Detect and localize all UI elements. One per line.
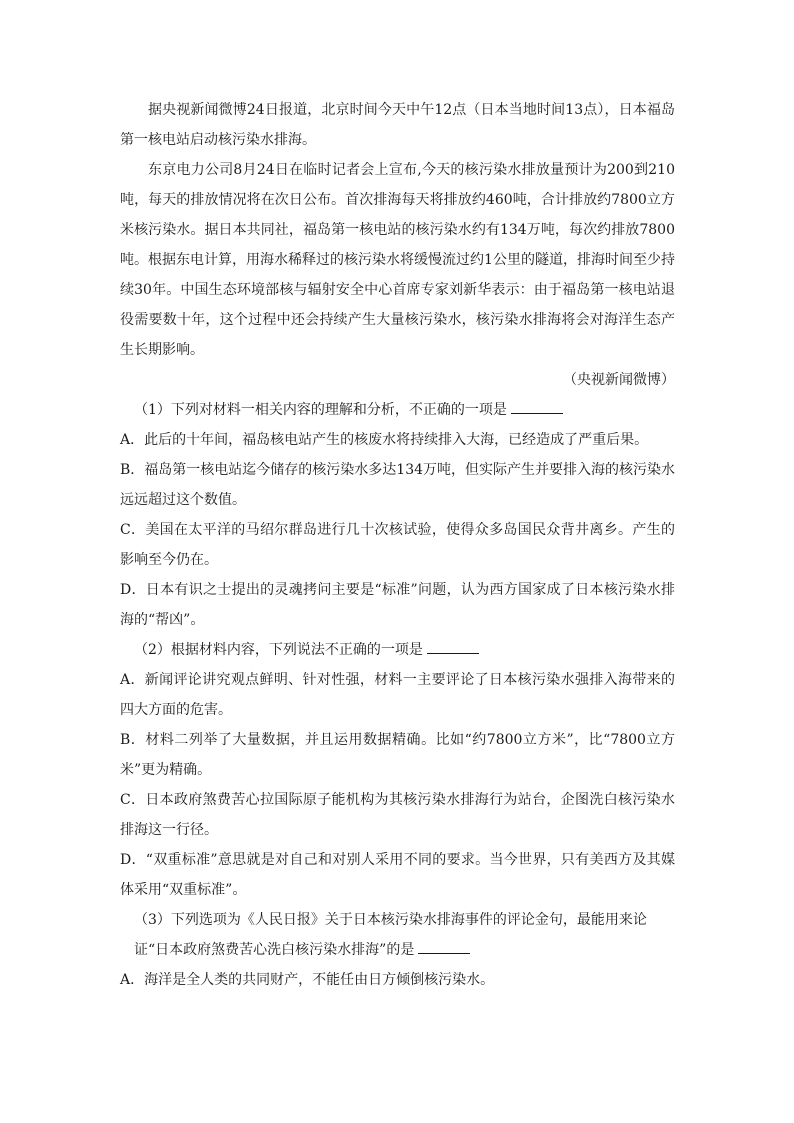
option-b: B．福岛第一核电站迄今储存的核污染水多达134万吨，但实际产生并要排入海的核污染水远远超过这个数值。 [120,462,676,508]
passage-paragraph-1: 据央视新闻微博24日报道，北京时间今天中午12点（日本当地时间13点），日本福岛第一核电站启动核污染水排海。 [120,102,675,148]
question-3 [120,905,675,995]
option-c: C．美国在太平洋的马绍尔群岛进行几十次核试验，使得众多岛国民众背井离乡。产生的影响至今仍在。 [120,522,675,568]
option-d: D．日本有识之士提出的灵魂拷问主要是“标准”问题，认为西方国家成了日本核污染水排海的“帮凶”。 [120,582,675,628]
content-column [120,95,675,995]
option-d: D．“双重标准”意思就是对自己和对别人采用不同的要求。当今世界，只有美西方及其媒体采用“双重标准”。 [120,852,675,898]
question-stem: （1）下列对材料一相关内容的理解和分析，不正确的一项是 [120,395,675,425]
question-2 [120,635,675,905]
answer-blank[interactable] [418,937,470,954]
option-b: B．材料二列举了大量数据，并且运用数据精确。比如“约7800立方米”，比“7800立方米”更为精确。 [120,732,675,778]
question-stem: （2）根据材料内容，下列说法不正确的一项是 [120,635,675,665]
answer-blank[interactable] [427,637,479,654]
answer-blank[interactable] [511,397,563,414]
option-a: A．此后的十年间，福岛核电站产生的核废水将持续排入大海，已经造成了严重后果。 [120,432,649,448]
passage-source: （央视新闻微博） [563,372,675,388]
option-a: A．新闻评论讲究观点鲜明、针对性强，材料一主要评论了日本核污染水强排入海带来的四大方面的危害。 [120,672,675,718]
passage-paragraph-2: 东京电力公司8月24日在临时记者会上宣布,今天的核污染水排放量预计为200到210吨，每天的排放情况将在次日公布。首次排海每天将排放约460吨，合计排放约7800立方米核污染水。据日本共同社，福岛第一核电站的核污染水约有134万吨，每次约排放7800吨。根据东电计算，用海水稀释过的核污染水将缓慢流过约1公里的隧道，排海时间至少持续30年。中国生态环境部核与辐射安全中心首席专家刘新华表示：由于福岛第一核电站退役需要数十年，这个过程中还会持续产生大量核污染水，核污染水排海将会对海洋生态产生长期影响。 [120,162,675,358]
question-stem: （3）下列选项为《人民日报》关于日本核污染水排海事件的评论金句，最能用来论证“日本政府煞费苦心洗白核污染水排海”的是 [134,912,647,958]
option-c: C．日本政府煞费苦心拉国际原子能机构为其核污染水排海行为站台，企图洗白核污染水排海这一行径。 [120,792,675,838]
question-1 [120,395,675,635]
option-a: A．海洋是全人类的共同财产，不能任由日方倾倒核污染水。 [120,972,495,988]
